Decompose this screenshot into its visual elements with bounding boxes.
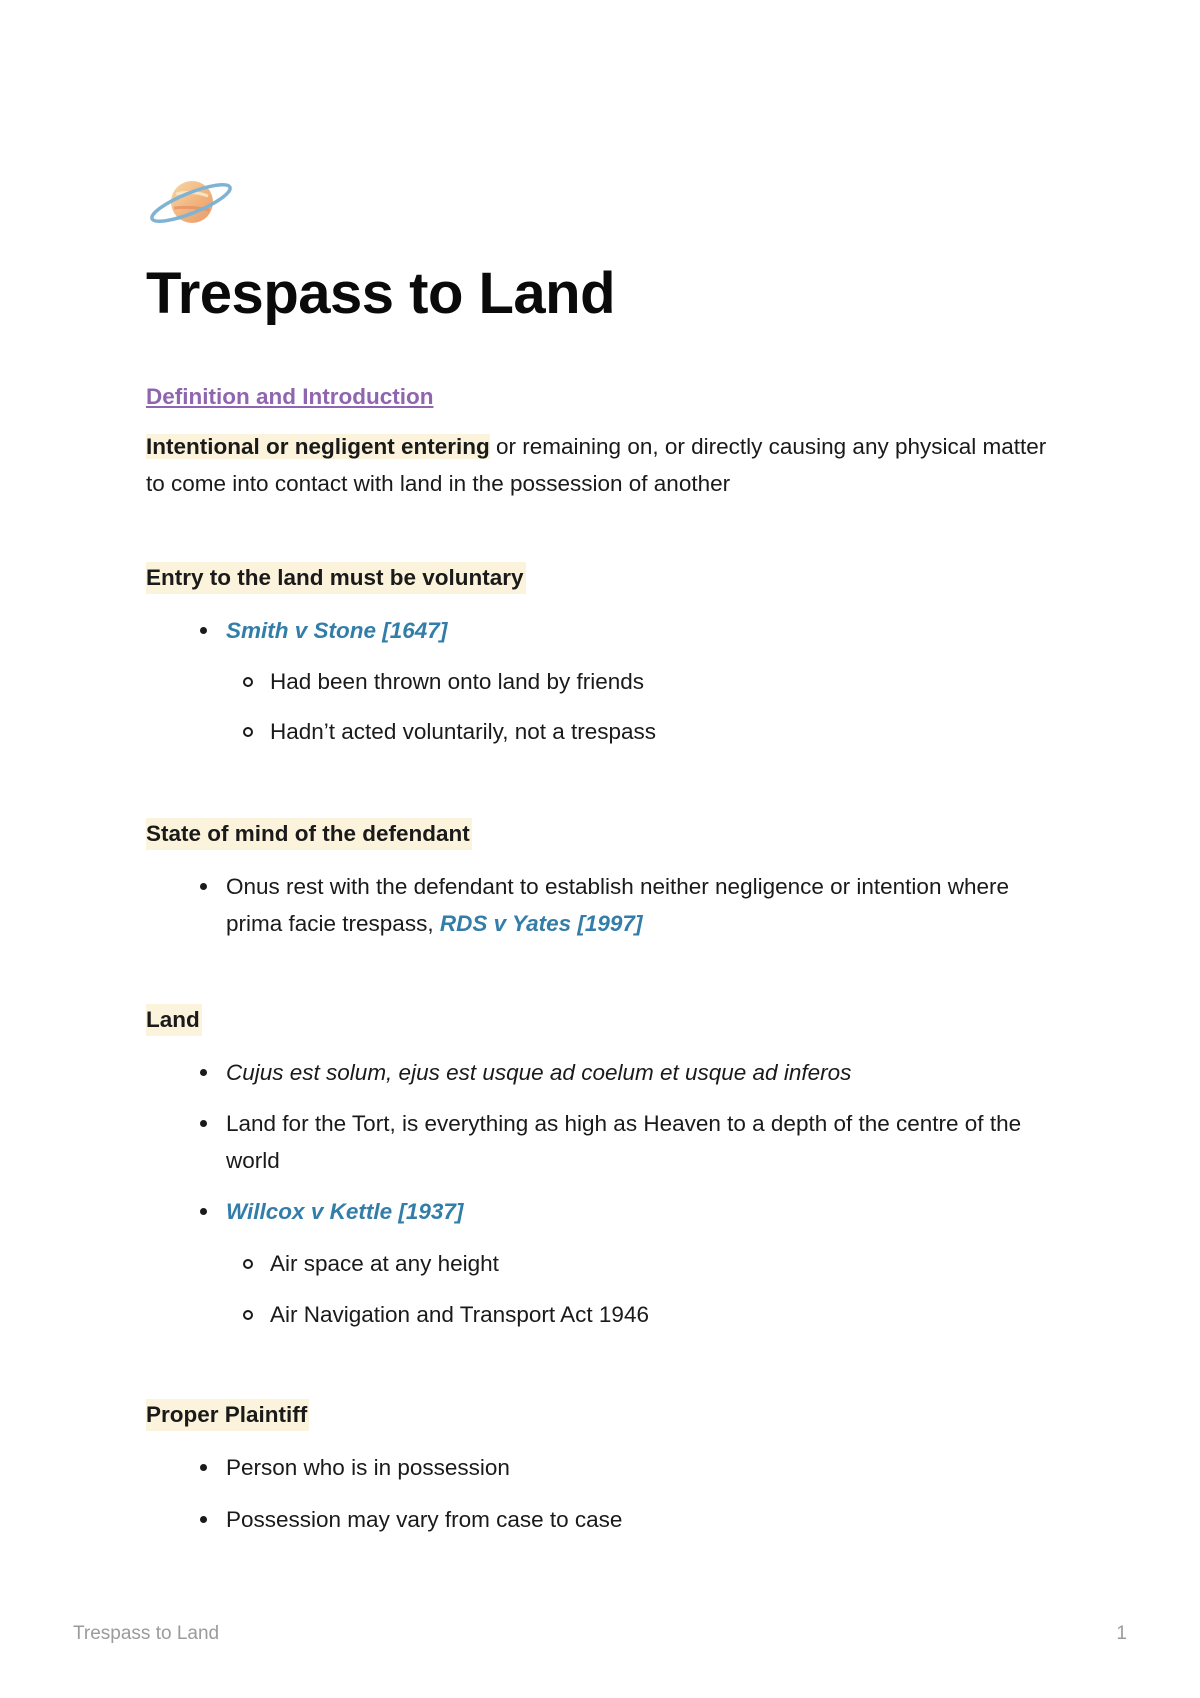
bullet-icon	[200, 1208, 207, 1215]
bullet-icon	[200, 1069, 207, 1076]
state-of-mind-text: Onus rest with the defendant to establish neither negligence or intention where prima facie trespass,	[226, 874, 1009, 936]
bullet-icon	[200, 883, 207, 890]
sub-bullet-icon	[243, 677, 253, 687]
section-heading-land: Land	[146, 1004, 202, 1036]
ringed-planet-icon	[146, 172, 236, 232]
bullet-icon	[200, 1120, 207, 1127]
sub-bullet-icon	[243, 727, 253, 737]
section-heading-entry: Entry to the land must be voluntary	[146, 562, 526, 594]
sub-bullet-icon	[243, 1259, 253, 1269]
bullet-icon	[200, 1516, 207, 1523]
sub-bullet-icon	[243, 1310, 253, 1320]
section-heading-proper-plaintiff: Proper Plaintiff	[146, 1399, 309, 1431]
list-item: Person who is in possession	[226, 1455, 510, 1480]
definition-text: or remaining on, or directly causing any physical matter to come into contact with land in the possession of another	[146, 434, 1047, 496]
list-item: Air Navigation and Transport Act 1946	[270, 1302, 649, 1327]
list-item: Cujus est solum, ejus est usque ad coelum et usque ad inferos	[226, 1060, 852, 1085]
list-item: Land for the Tort, is everything as high as Heaven to a depth of the centre of the world	[226, 1111, 1022, 1173]
list-item	[226, 868, 1026, 942]
list-item: Possession may vary from case to case	[226, 1507, 623, 1532]
section-heading-state-of-mind: State of mind of the defendant	[146, 818, 472, 850]
page-number: 1	[1116, 1623, 1127, 1644]
list-item: Air space at any height	[270, 1251, 499, 1276]
list-item: Had been thrown onto land by friends	[270, 669, 644, 694]
case-link-smith-v-stone[interactable]: Smith v Stone [1647]	[226, 618, 448, 643]
bullet-icon	[200, 1464, 207, 1471]
page-title: Trespass to Land	[146, 261, 616, 326]
intro-heading-link[interactable]: Definition and Introduction	[146, 384, 434, 409]
footer-title: Trespass to Land	[73, 1623, 220, 1644]
list-item: Hadn’t acted voluntarily, not a trespass	[270, 719, 657, 744]
definition-paragraph	[146, 428, 1066, 502]
case-link-willcox-v-kettle[interactable]: Willcox v Kettle [1937]	[226, 1199, 464, 1224]
definition-highlight: Intentional or negligent entering	[146, 434, 490, 459]
case-link-rds-v-yates[interactable]: RDS v Yates [1997]	[439, 911, 643, 936]
bullet-icon	[200, 627, 207, 634]
